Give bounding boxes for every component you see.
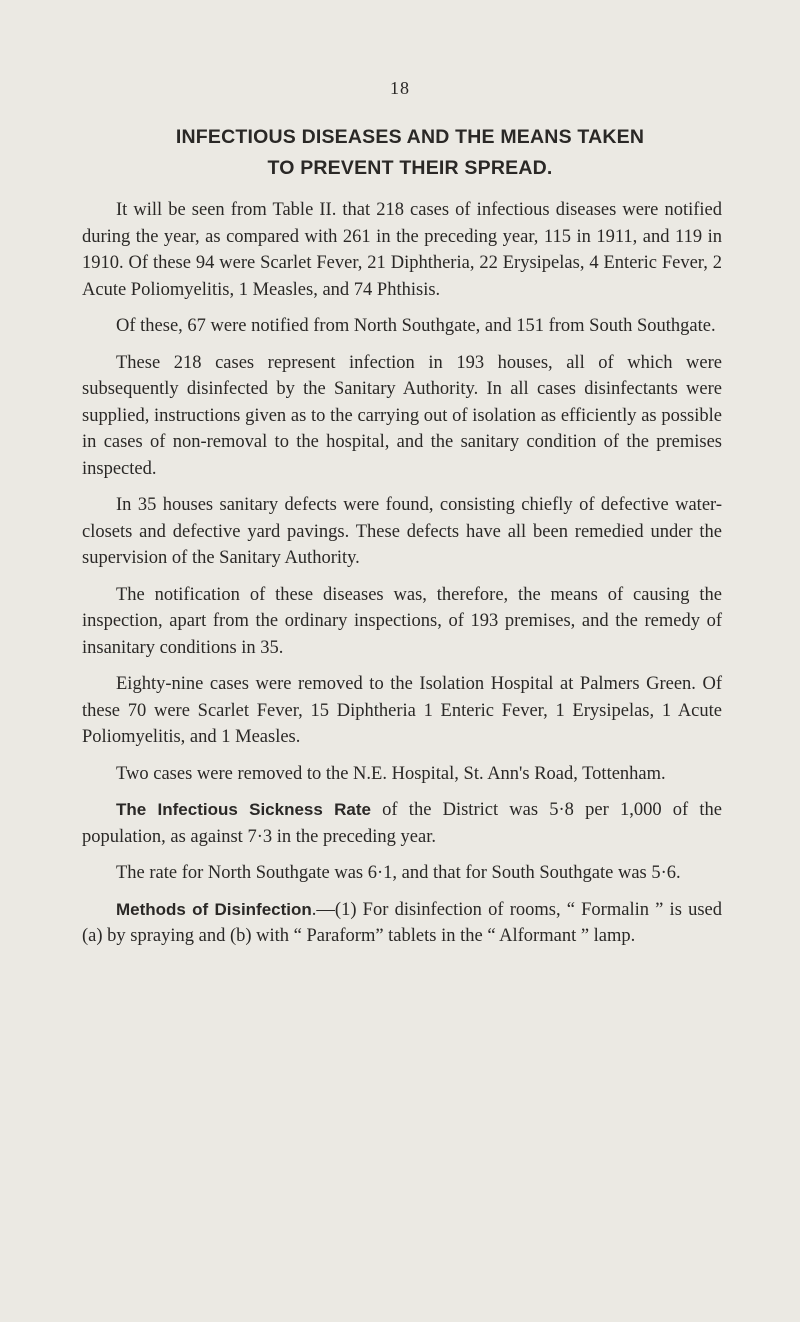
section-heading: Methods of Disinfection — [116, 899, 312, 919]
section-heading: The Infectious Sickness Rate — [116, 800, 371, 819]
paragraph-text: .—(1) For disinfection of rooms, “ Formalin ” is used (a) by spraying and (b) with “ Paraform” tablets in the “ Alformant ” lamp. — [82, 899, 722, 946]
paragraph-ne-hospital — [82, 761, 722, 788]
paragraph-text: The rate for North Southgate was 6·1, and that for South Southgate was 5·6. — [116, 863, 681, 883]
paragraph-cases-notified — [82, 197, 722, 303]
paragraph-text: Eighty-nine cases were removed to the Isolation Hospital at Palmers Green. Of these 70 were Scarlet Fever, 15 Diphtheria 1 Enteric Fever, 1 Erysipelas, 1 Acute Poliomyelitis, and 1 Measles. — [82, 674, 722, 747]
paragraph-text: The notification of these diseases was, therefore, the means of causing the inspection, apart from the ordinary inspections, of 193 premises, and the remedy of insanitary conditions in 35. — [82, 584, 722, 658]
page-number: 18 — [390, 78, 410, 98]
title-line-1: INFECTIOUS DISEASES AND THE MEANS TAKEN — [175, 126, 645, 148]
body-text — [82, 197, 722, 960]
paragraph-north-south — [82, 313, 722, 340]
paragraph-text: Two cases were removed to the N.E. Hospital, St. Ann's Road, Tottenham. — [116, 763, 666, 784]
paragraph-text: These 218 cases represent infection in 193 houses, all of which were subsequently disinfected by the Sanitary Authority. In all cases disinfectants were supplied, instructions given as to the carrying out of isolation as efficiently as possible in cases of non-removal to the hospital, and the sanitary condition of the premises inspected. — [82, 352, 722, 479]
paragraph-disinfection-methods — [82, 897, 722, 950]
paragraph-isolation-hospital — [82, 671, 722, 751]
paragraph-sickness-rate — [82, 797, 722, 850]
paragraph-text: Of these, 67 were notified from North Southgate, and 151 from South Southgate. — [116, 316, 716, 336]
paragraph-houses-disinfected — [82, 350, 722, 483]
paragraph-text: of the District was 5·8 per 1,000 of the population, as against 7·3 in the preceding year. — [82, 800, 722, 847]
page-title — [100, 122, 720, 184]
paragraph-text: It will be seen from Table II. that 218 cases of infectious diseases were notified during the year, as compared with 261 in the preceding year, 115 in 1911, and 119 in 1910. Of these 94 were Scarlet Fever, 21 Diphtheria, 22 Erysipelas, 4 Enteric Fever, 2 Acute Poliomyelitis, 1 Measles, and 74 Phthisis. — [82, 200, 722, 300]
paragraph-notification — [82, 582, 722, 662]
paragraph-text: In 35 houses sanitary defects were found, consisting chiefly of defective water-closets and defective yard pavings. These defects have all been remedied under the supervision of the Sanitary Authority. — [82, 495, 722, 568]
paragraph-rates-by-area — [82, 860, 722, 887]
title-line-2: TO PREVENT THEIR SPREAD. — [267, 157, 553, 179]
paragraph-sanitary-defects — [82, 492, 722, 572]
